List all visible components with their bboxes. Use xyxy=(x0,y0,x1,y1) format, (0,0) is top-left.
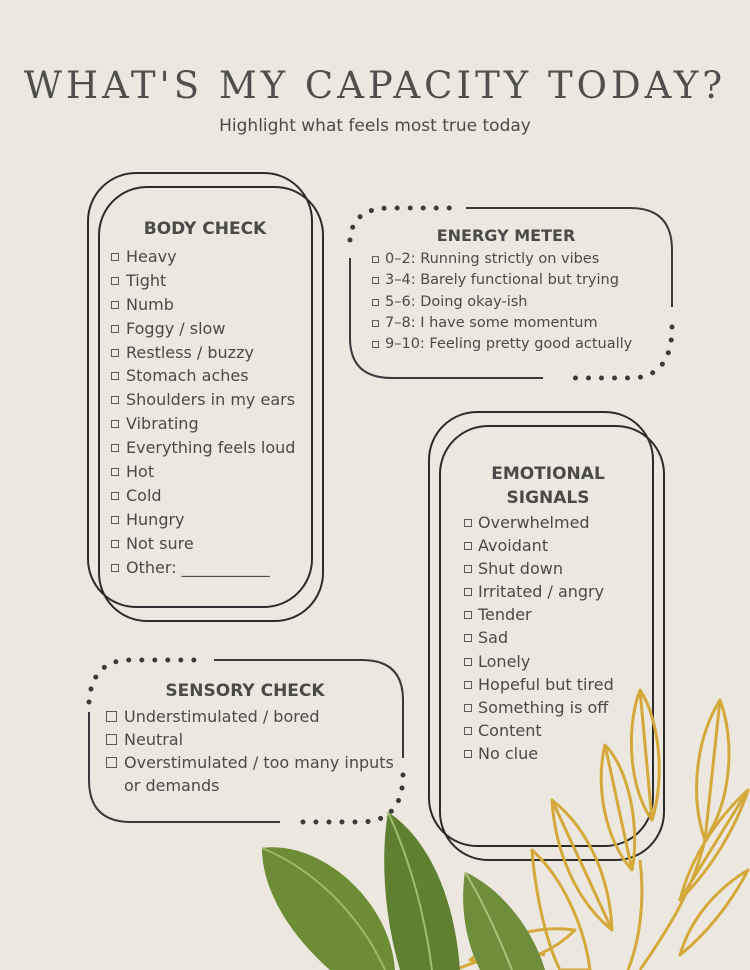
sensory-check-item-label: Understimulated / bored xyxy=(124,707,320,726)
energy-meter-list xyxy=(371,249,671,355)
body-check-item-label: Not sure xyxy=(126,533,194,553)
emotional-signals-item-label: Overwhelmed xyxy=(478,513,590,532)
checkbox-icon[interactable] xyxy=(464,565,472,573)
body-check-item-label: Restless / buzzy xyxy=(126,342,254,362)
sensory-check-title: SENSORY CHECK xyxy=(165,681,325,701)
checkbox-icon[interactable] xyxy=(464,750,472,758)
sensory-check-section xyxy=(105,681,405,797)
page-subtitle: Highlight what feels most true today xyxy=(219,116,531,136)
checkbox-icon[interactable] xyxy=(111,492,119,500)
emotional-signals-item[interactable] xyxy=(463,603,663,626)
body-check-item[interactable] xyxy=(110,317,310,341)
emotional-signals-item-label: Lonely xyxy=(478,651,531,671)
energy-meter-item-label: 5–6: Doing okay-ish xyxy=(385,293,528,310)
emotional-signals-item-label: Content xyxy=(478,720,542,740)
checkbox-icon[interactable] xyxy=(464,588,472,596)
checkbox-icon[interactable] xyxy=(111,444,119,452)
checkbox-icon[interactable] xyxy=(464,704,472,712)
checkbox-icon[interactable] xyxy=(111,301,119,309)
sensory-check-item-label: Overstimulated / too many inputs or demands xyxy=(124,753,394,795)
energy-meter-title: ENERGY METER xyxy=(436,226,576,245)
body-check-section xyxy=(110,219,310,579)
checkbox-icon[interactable] xyxy=(372,320,379,327)
energy-meter-item-label: 7–8: I have some momentum xyxy=(385,314,598,331)
checkbox-icon[interactable] xyxy=(106,757,117,768)
emotional-signals-item-label: No clue xyxy=(478,743,539,763)
emotional-signals-item-label: Tender xyxy=(478,605,532,625)
checkbox-icon[interactable] xyxy=(111,468,119,476)
green-leaf-illustration xyxy=(262,812,545,970)
body-check-item-label: Cold xyxy=(126,485,162,505)
emotional-signals-item-label: Sad xyxy=(478,628,509,648)
energy-meter-item-label: 0–2: Running strictly on vibes xyxy=(385,251,600,267)
emotional-signals-title-line2: SIGNALS xyxy=(506,488,590,508)
emotional-signals-item[interactable] xyxy=(463,580,663,603)
emotional-signals-item[interactable] xyxy=(463,719,663,742)
body-check-item-label: Everything feels loud xyxy=(126,438,296,458)
body-check-title: BODY CHECK xyxy=(143,219,267,239)
checkbox-icon[interactable] xyxy=(111,325,119,333)
checkbox-icon[interactable] xyxy=(111,396,119,404)
sensory-check-item[interactable] xyxy=(105,751,395,797)
body-check-item[interactable] xyxy=(110,556,310,580)
checkbox-icon[interactable] xyxy=(111,349,119,357)
checkbox-icon[interactable] xyxy=(464,727,472,735)
emotional-signals-section xyxy=(463,462,663,765)
body-check-item-label: Other: ___________ xyxy=(126,557,270,577)
body-check-item[interactable] xyxy=(110,269,310,293)
emotional-signals-list xyxy=(463,511,663,765)
checkbox-icon[interactable] xyxy=(464,634,472,642)
checkbox-icon[interactable] xyxy=(111,253,119,261)
body-check-item[interactable] xyxy=(110,484,310,508)
energy-meter-item[interactable] xyxy=(371,270,671,291)
emotional-signals-item[interactable] xyxy=(463,696,663,719)
emotional-signals-item[interactable] xyxy=(463,626,663,649)
body-check-item-label: Vibrating xyxy=(126,414,199,434)
body-check-item[interactable] xyxy=(110,532,310,556)
body-check-item[interactable] xyxy=(110,460,310,484)
emotional-signals-item[interactable] xyxy=(463,534,663,557)
checkbox-icon[interactable] xyxy=(111,420,119,428)
energy-meter-item[interactable] xyxy=(371,334,671,355)
checkbox-icon[interactable] xyxy=(464,519,472,527)
emotional-signals-item[interactable] xyxy=(463,511,663,534)
energy-meter-section xyxy=(371,226,671,355)
energy-meter-item[interactable] xyxy=(371,292,671,313)
checkbox-icon[interactable] xyxy=(111,540,119,548)
checkbox-icon[interactable] xyxy=(106,734,117,745)
body-check-item[interactable] xyxy=(110,245,310,269)
energy-meter-item-label: 3–4: Barely functional but trying xyxy=(385,272,619,289)
emotional-signals-item-label: Shut down xyxy=(478,559,563,579)
emotional-signals-item-label: Hopeful but tired xyxy=(478,674,614,694)
emotional-signals-title-line1: EMOTIONAL xyxy=(491,464,605,484)
body-check-item-label: Hungry xyxy=(126,509,185,529)
body-check-item-label: Tight xyxy=(126,270,167,290)
emotional-signals-item[interactable] xyxy=(463,673,663,696)
emotional-signals-item[interactable] xyxy=(463,742,663,765)
checkbox-icon[interactable] xyxy=(372,341,379,348)
sensory-check-item[interactable] xyxy=(105,705,395,728)
emotional-signals-item[interactable] xyxy=(463,557,663,580)
checkbox-icon[interactable] xyxy=(372,299,379,306)
body-check-item[interactable] xyxy=(110,412,310,436)
body-check-item[interactable] xyxy=(110,436,310,460)
checkbox-icon[interactable] xyxy=(372,256,379,263)
body-check-list xyxy=(110,245,310,579)
emotional-signals-title xyxy=(463,462,633,510)
body-check-item[interactable] xyxy=(110,293,310,317)
body-check-item[interactable] xyxy=(110,508,310,532)
energy-meter-item[interactable] xyxy=(371,249,671,270)
emotional-signals-item[interactable] xyxy=(463,650,663,673)
page-title: WHAT'S MY CAPACITY TODAY? xyxy=(23,64,727,107)
checkbox-icon[interactable] xyxy=(464,611,472,619)
emotional-signals-item-label: Something is off xyxy=(478,697,609,717)
checkbox-icon[interactable] xyxy=(111,564,119,572)
body-check-item[interactable] xyxy=(110,364,310,388)
sensory-check-list xyxy=(105,705,405,797)
checkbox-icon[interactable] xyxy=(111,277,119,285)
checkbox-icon[interactable] xyxy=(111,372,119,380)
body-check-item-label: Hot xyxy=(126,462,155,482)
body-check-item-label: Numb xyxy=(126,294,174,314)
emotional-signals-item-label: Irritated / angry xyxy=(478,582,605,602)
sensory-check-item[interactable] xyxy=(105,728,395,751)
energy-meter-item-label: 9–10: Feeling pretty good actually xyxy=(385,336,633,353)
sensory-check-item-label: Neutral xyxy=(124,730,184,749)
checkbox-icon[interactable] xyxy=(372,277,379,284)
energy-meter-item[interactable] xyxy=(371,313,671,334)
body-check-item-label: Stomach aches xyxy=(126,366,249,386)
checkbox-icon[interactable] xyxy=(464,658,472,666)
body-check-item-label: Foggy / slow xyxy=(126,318,226,338)
body-check-item-label: Heavy xyxy=(126,247,177,266)
checkbox-icon[interactable] xyxy=(106,711,117,722)
checkbox-icon[interactable] xyxy=(464,681,472,689)
body-check-item[interactable] xyxy=(110,341,310,365)
body-check-item-label: Shoulders in my ears xyxy=(126,390,296,410)
emotional-signals-item-label: Avoidant xyxy=(478,536,549,556)
checkbox-icon[interactable] xyxy=(464,542,472,550)
body-check-item[interactable] xyxy=(110,388,310,412)
checkbox-icon[interactable] xyxy=(111,516,119,524)
